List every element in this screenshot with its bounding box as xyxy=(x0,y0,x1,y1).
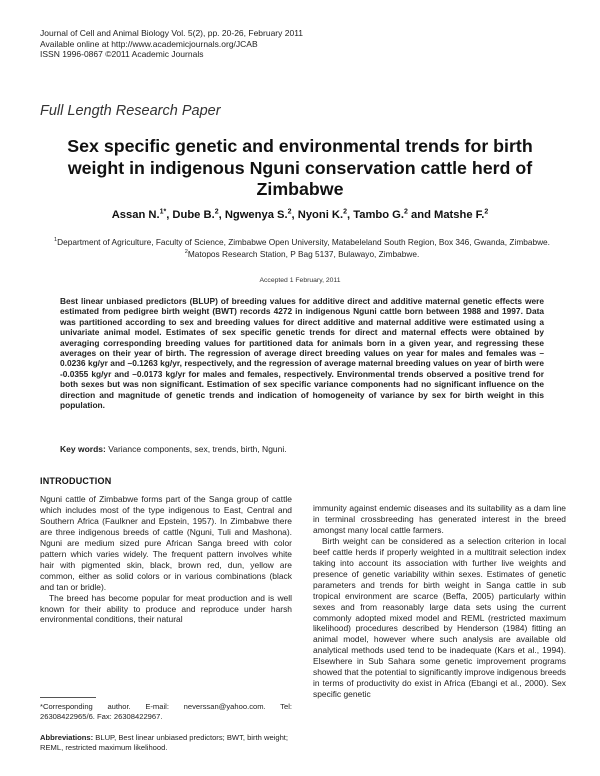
affiliation-1 xyxy=(44,235,560,247)
author-affil-mark: 2 xyxy=(287,208,292,215)
author xyxy=(172,209,224,221)
paragraph: Birth weight can be considered as a selection criterion in local beef cattle herds if properly weighted in a multitrait selection index taking into account its association with further live weights and presence of genetic variability within sexes. Estimates of genetic parameters and trends for birth weight in Sanga cattle in sub tropical environment are scarce (Beffa, 2005) particularly within sexes and from reasonably large data sets using the current commonly adopted mixed model and REML (restricted maximum likelihood) procedures described by Henderson (1984) fitting an animal model, however where such analysis are available old analytical methods used tend to be inadequate (Kars et al., 1994). Elsewhere in Sub Sahara some genetic improvement programs showed that the potential to significantly improve indigenous breeds in terms of productivity do exist in Africa (Ebangi et al., 2000). Sex specific genetic xyxy=(313,535,566,700)
author-separator: , xyxy=(291,208,298,221)
author-list xyxy=(40,208,560,221)
author xyxy=(225,209,298,221)
author-affil-mark: 1* xyxy=(159,208,167,215)
abstract: Best linear unbiased predictors (BLUP) of breeding values for additive direct and additive maternal genetic effects were estimated from pedigree birth weight (BWT) records 4272 in indigenous Nguni cattle born between 1988 and 1997. Data was partitioned according to sex and breeding values for direct additive and maternal additive were estimated using a univariate animal model. Estimates of sex specific genetic trends for direct and maternal effects were obtained by averaging corresponding breeding values for partitioned data for animals born in a given year, and regressing these averages on their year of birth. The regression of average direct breeding values on year for males and females was –0.0236 kg/yr and –0.1263 kg/yr, respectively, and the regression of average maternal breeding values on year of birth were -0.0355 kg/yr and –0.0173 kg/yr for males and females, respectively. Environmental trends observed a positive trend for both sexes but was non significant. Estimation of sex specific variance components had no significant influence on the direction and magnitude of genetic trends and indication of homogeneity of variance by sex for birth weight in this population. xyxy=(60,296,544,411)
journal-header xyxy=(40,28,560,60)
affiliation-2 xyxy=(44,247,560,259)
paper-title: Sex specific genetic and environmental trends for birth weight in indigenous Nguni conservation cattle herd of Zimbabwe xyxy=(67,136,533,199)
author-name: Matshe F. xyxy=(434,208,485,221)
author-name: Tambo G. xyxy=(353,208,404,221)
paragraph: Nguni cattle of Zimbabwe forms part of the Sanga group of cattle which includes most of the type indigenous to East, Central and Southern Africa (Faulkner and Epstein, 1957). In Zimbabwe there are three indigenous breeds of cattle (Nguni, Tuli and Mashona). Nguni are medium sized pure African Sanga breed with color pattern which varies widely. The frequent pattern involves white hair with pigmented skin, black, brown red, dun, yellow are common, either as solid colors or in various combinations (black and tan or bridle). xyxy=(40,494,292,592)
paper-type: Full Length Research Paper xyxy=(40,103,221,119)
section-heading-introduction: INTRODUCTION xyxy=(40,476,112,486)
footnote-divider xyxy=(40,697,96,698)
author-affil-mark: 2 xyxy=(214,208,219,215)
author-name: Assan N. xyxy=(111,208,160,221)
keywords xyxy=(60,444,544,454)
affiliation-text: Matopos Research Station, P Bag 5137, Bulawayo, Zimbabwe. xyxy=(187,249,420,260)
author-separator: , xyxy=(218,208,225,221)
author xyxy=(298,209,354,221)
author xyxy=(112,209,173,221)
abbreviations xyxy=(40,733,292,752)
journal-issn: ISSN 1996-0867 ©2011 Academic Journals xyxy=(40,49,204,60)
author-affil-mark: 2 xyxy=(484,208,489,215)
corresponding-author-footnote: *Corresponding author. E-mail: neverssan@yahoo.com. Tel: 26308422965/6. Fax: 26308422967. xyxy=(40,702,292,721)
author-separator: and xyxy=(407,208,435,221)
journal-citation: Journal of Cell and Animal Biology Vol. 5(2), pp. 20-26, February 2011 xyxy=(40,28,304,38)
author-separator: , xyxy=(166,208,173,221)
accepted-date: Accepted 1 February, 2011 xyxy=(259,277,341,284)
author-name: Ngwenya S. xyxy=(224,208,288,221)
affiliation-text: Department of Agriculture, Faculty of Science, Zimbabwe Open University, Matabeleland South Region, Box 346, Gwanda, Zimbabwe. xyxy=(57,236,550,247)
affiliations xyxy=(44,235,560,260)
paragraph: immunity against endemic diseases and its suitability as a dam line in terminal crossbreeding has generated interest in the breed amongst many local cattle farmers. xyxy=(313,503,566,535)
abbreviations-label: Abbreviations: xyxy=(40,733,94,742)
author xyxy=(434,209,488,221)
keywords-label: Key words: xyxy=(60,444,106,454)
author-name: Dube B. xyxy=(172,208,215,221)
affiliation-mark: 2 xyxy=(184,249,188,256)
abbreviations-text: BLUP, Best linear unbiased predictors; BWT, birth weight; REML, restricted maximum likelihood. xyxy=(40,733,289,752)
author xyxy=(353,209,434,221)
affiliation-mark: 1 xyxy=(54,237,58,243)
body-column-left xyxy=(40,494,292,625)
author-separator: , xyxy=(347,208,354,221)
journal-online-link[interactable]: Available online at http://www.academicjournals.org/JCAB xyxy=(40,38,258,49)
keywords-text: Variance components, sex, trends, birth, Nguni. xyxy=(105,444,287,454)
author-name: Nyoni K. xyxy=(297,208,344,221)
author-affil-mark: 2 xyxy=(343,208,348,215)
author-affil-mark: 2 xyxy=(404,208,408,215)
paragraph: The breed has become popular for meat production and is well known for their ability to produce and reproduce under harsh environmental conditions, their natural xyxy=(40,592,292,625)
body-column-right xyxy=(313,503,566,700)
